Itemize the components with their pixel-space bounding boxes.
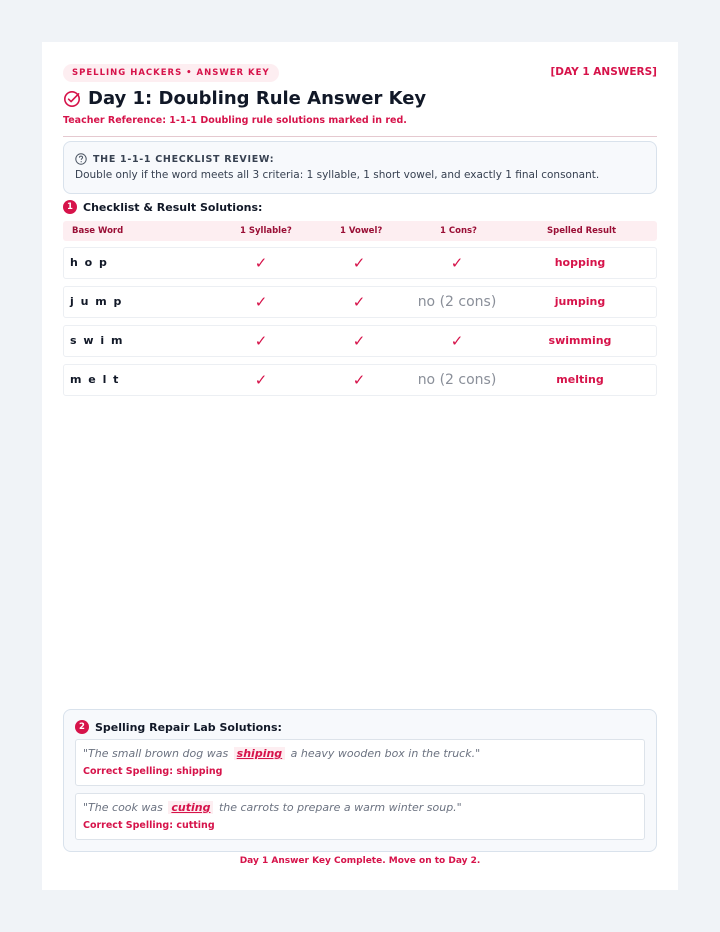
spelling-repair-lab <box>63 709 657 852</box>
syllable-check: ✓ <box>254 371 268 389</box>
cons-check: ✓ <box>450 332 464 350</box>
misspelled-word: cuting <box>168 801 213 814</box>
help-circle-icon <box>75 153 87 165</box>
check-circle-icon <box>63 90 81 108</box>
column-header: 1 Cons? <box>440 226 477 236</box>
table-row <box>63 364 657 396</box>
table-row <box>63 325 657 357</box>
cons-check: no (2 cons) <box>417 372 497 388</box>
correct-spelling: Correct Spelling: cutting <box>83 820 215 831</box>
misspelled-word: shiping <box>234 747 286 760</box>
checklist-review-box <box>63 141 657 194</box>
sentence-after: a heavy wooden box in the truck." <box>290 747 481 760</box>
section2-number-badge: 2 <box>75 720 89 734</box>
column-header: 1 Syllable? <box>240 226 292 236</box>
column-header: 1 Vowel? <box>340 226 383 236</box>
brand-tag: SPELLING HACKERS • ANSWER KEY <box>63 64 279 82</box>
syllable-check: ✓ <box>254 293 268 311</box>
vowel-check: ✓ <box>352 254 366 272</box>
section1-title: Checklist & Result Solutions: <box>83 200 263 214</box>
cons-check: no (2 cons) <box>417 294 497 310</box>
base-word: s w i m <box>70 334 124 347</box>
spelled-result: jumping <box>554 295 606 308</box>
page-title: Day 1: Doubling Rule Answer Key <box>88 88 427 109</box>
sentence <box>83 801 462 814</box>
base-word: j u m p <box>70 295 123 308</box>
correct-spelling: Correct Spelling: shipping <box>83 766 223 777</box>
divider <box>63 136 657 137</box>
review-header <box>75 153 274 165</box>
base-word: h o p <box>70 256 109 269</box>
table-row <box>63 247 657 279</box>
table-row <box>63 286 657 318</box>
column-header: Base Word <box>72 226 124 236</box>
vowel-check: ✓ <box>352 332 366 350</box>
table-header <box>63 221 657 241</box>
repair-item <box>75 739 645 786</box>
syllable-check: ✓ <box>254 254 268 272</box>
title-row <box>63 88 426 109</box>
column-header: Spelled Result <box>547 226 617 236</box>
teacher-note: Teacher Reference: 1-1-1 Doubling rule solutions marked in red. <box>63 115 407 126</box>
review-text: Double only if the word meets all 3 criteria: 1 syllable, 1 short vowel, and exactly 1 final consonant. <box>75 169 600 181</box>
vowel-check: ✓ <box>352 371 366 389</box>
section1-header <box>63 200 262 214</box>
spelled-result: melting <box>556 373 604 386</box>
section2-header <box>75 720 282 734</box>
day-label: [DAY 1 ANSWERS] <box>550 66 657 78</box>
section1-number-badge: 1 <box>63 200 77 214</box>
base-word: m e l t <box>70 373 120 386</box>
footer-note: Day 1 Answer Key Complete. Move on to Day 2. <box>239 856 481 866</box>
spelled-result: hopping <box>554 256 606 269</box>
answer-key-sheet <box>42 42 678 890</box>
section2-title: Spelling Repair Lab Solutions: <box>95 720 282 734</box>
sentence <box>83 747 480 760</box>
cons-check: ✓ <box>450 254 464 272</box>
sentence-after: the carrots to prepare a warm winter soup." <box>218 801 462 814</box>
sentence-before: "The cook was <box>83 801 163 814</box>
syllable-check: ✓ <box>254 332 268 350</box>
review-title: THE 1-1-1 CHECKLIST REVIEW: <box>93 153 275 165</box>
vowel-check: ✓ <box>352 293 366 311</box>
repair-item <box>75 793 645 840</box>
sentence-before: "The small brown dog was <box>83 747 229 760</box>
spelled-result: swimming <box>548 334 612 347</box>
